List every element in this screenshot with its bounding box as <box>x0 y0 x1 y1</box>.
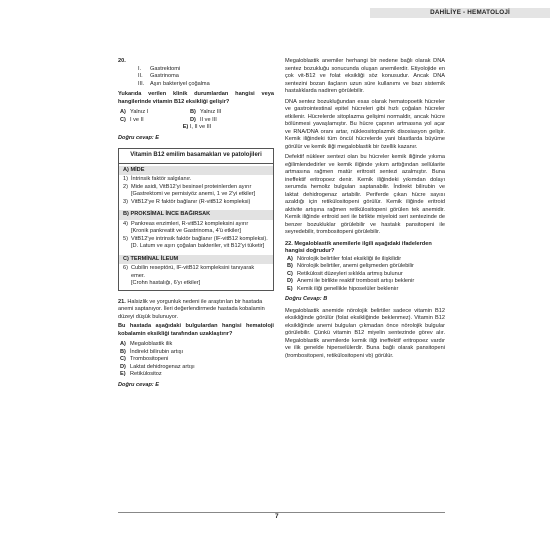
question-stem: Megaloblastik anemilerle ilgili aşağıdaki ifadelerden hangisi doğrudur? <box>285 240 432 254</box>
option-e[interactable]: E) Retikülositoz <box>120 371 162 377</box>
question-number: 21. <box>118 298 126 305</box>
option-d[interactable]: D) Laktat dehidrogenaz artışı <box>120 363 195 370</box>
box-item: 2) Mide asidi, VitB12'yi besinsel proteinlerden ayırır <box>123 183 252 190</box>
question-intro: Halsizlik ve yorgunluk nedeni ile araştırılan bir hastada anemi saptanıyor. İleri değerlendirmede hastada kobalamin düzeyi düşük bulunuyor. <box>118 298 265 320</box>
answer-options <box>120 109 274 132</box>
box-item: 1) İntrinsik faktör salgılanır. <box>123 176 192 182</box>
roman-list <box>138 66 274 89</box>
option-a[interactable]: A) Nörolojik belirtiler folat eksikliği ile ilişkilidir <box>287 255 402 262</box>
option-a[interactable]: A) Yalnız I <box>120 109 149 115</box>
correct-answer: Doğru Cevap: B <box>285 296 328 302</box>
correct-answer: Doğru cevap: E <box>118 381 160 388</box>
option-b[interactable]: B) İndirekt bilirubin artışı <box>120 348 184 355</box>
left-column <box>118 58 274 389</box>
option-d[interactable]: D) II ve III <box>190 116 217 123</box>
header-band <box>370 8 550 18</box>
option-c[interactable]: C) Trombositopeni <box>120 356 169 362</box>
option-c[interactable]: C) I ve II <box>120 116 144 123</box>
info-box <box>118 148 274 291</box>
paragraph: DNA sentez bozukluğundan esas olarak hematopoetik hücreler ve gastrointestinal epitel hücreleri gibi hızlı çoğalan hücreler etkilenir. Hücrelerde sitoplazma gelişimi normaldir, ancak hücre bölünmesi yavaşlamıştır. Bu hücre çapının artmasına yol açar ve RNA/DNA oranı artar, nükleositoplazmik disosiasyon gelişir. Kemik iliğindeki tüm öncül hücrelerde yani blastlarda büyüme görülür ve kemik iliği megaloblastik bir özellik kazanır. <box>285 98 445 150</box>
paragraph: Defektif nükleer sentezi olan bu hücreler kemik iliğinde yıkıma eğilimlendedirler ve kemik iliğinde yıkım arttığından sellülarite artmasına rağmen matür eritrosit sentezi azalmıştır. Buna ineffektif eritropoez denir. Kemik iliğindeki yıkımdan dolayı serumda hemoliz bulguları saptanabilir. İndirekt bilirubin ve laktat dehidrogenaz artabilir. Periferde çıkan hücre sayısı azaldığı için retikülositopeni görülür. Kemik iliğinde eritroid aktivite artışına rağmen retikülositopeni görülen tek anemidir. Kemik iliğinde eritroid seri ile birlikte miyeloid seri sentezinde de benzer bozukluklar görülebilir ve hastalık pansitopeni ile seyredebilir, trombositopeni görülebilir. <box>285 154 445 235</box>
answer-options <box>120 341 274 379</box>
box-item: 6) Cubilin reseptörü, IF-vitB12 kompleksini tanıyarak emer. <box>123 265 255 279</box>
question-number: 20. <box>118 58 126 64</box>
roman-item: II. Gastrinoma <box>138 73 179 79</box>
box-item: [Crohn hastalığı, 6'yı etkiler] <box>131 280 201 286</box>
paragraph: Megaloblastik anemide nörolojik belirtiler sadece vitamin B12 eksikliğinde görülür (folat eksikliğinde beklenmez). Vitamin B12 eksikliğinde anemi bulguları çıkmadan önce nörolojik bulgular görülebilir. Çünkü vitamin B12 miyelin sentezinde görev alır. Megaloblastik anemilerde kemik iliği ineffektif eritropoez vardır ve ilik genelde hiperselülerdir. Buna bağlı olarak pansitopeni (trombositopeni, retikülositopeni vb) görülür. <box>285 307 445 359</box>
box-section-heading: C) TERMİNAL İLEUM <box>119 255 273 265</box>
box-item: [Kronik pankreatit ve Gastrinoma, 4'ü etkiler] <box>131 228 241 234</box>
paragraph: Megaloblastik anemiler herhangi bir nedene bağlı olarak DNA sentez bozukluğu sonucunda oluşan anemilerdir. Etiyolojide en çok vit-B12 ve folat eksikliği söz konusudur. Ancak DNA sentezini bozan ilaçların uzun süre kullanımı ve bazı sistemik hastalıklarda nadiren görülebilir. <box>285 58 445 94</box>
box-item: 5) VitB12'ye intrinsik faktör bağlanır (IF-vitB12 kompleksi). <box>123 235 268 242</box>
question-number: 22. <box>285 240 293 247</box>
option-d[interactable]: D) Anemi ile birlikte reaktif trombosit artışı beklenir <box>287 278 415 284</box>
page-number: 7 <box>275 513 279 520</box>
option-b[interactable]: B) Nörolojik belirtiler, anemi gelişmeden görülebilir <box>287 263 414 269</box>
box-item: 4) Pankreas enzimleri, R-vitB12 kompleksini ayırır <box>123 220 249 227</box>
answer-options <box>287 256 445 294</box>
box-section-heading: A) MİDE <box>119 166 273 176</box>
question-stem: Yukarıda verilen klinik durumlardan hangisi veya hangilerinde vitamin B12 eksikliği gelişir? <box>118 91 274 105</box>
option-e[interactable]: E) Kemik iliği genellikle hiposelüler bekleniır <box>287 285 399 292</box>
option-e[interactable]: E) I, II ve III <box>182 124 212 130</box>
option-b[interactable]: B) Yalnız III <box>190 109 222 115</box>
option-c[interactable]: C) Retikülosit düzeyleri sıklıkla artmış bulunur <box>287 270 403 277</box>
roman-item: I. Gastrektomi <box>138 65 181 72</box>
correct-answer: Doğru cevap: E <box>118 134 160 141</box>
question-stem: Bu hastada aşağıdaki bulgulardan hangisi hematoloji kobalamin eksikliği tarafından uzaklaştırır? <box>118 323 274 337</box>
option-a[interactable]: A) Megaloblastik ilik <box>120 341 173 347</box>
header-title: DAHİLİYE - HEMATOLOJİ <box>430 9 510 16</box>
box-item: [D. Latum ve aşırı çoğalan bakteriler, vit B12'yi tüketir] <box>131 243 265 249</box>
box-section-heading: B) PROKSİMAL İNCE BAĞIRSAK <box>119 210 273 220</box>
right-column <box>285 58 445 363</box>
box-item: [Gastrektomi ve pernisiyöz anemi, 1 ve 2'yi etkiler] <box>131 191 256 197</box>
box-item: 3) VitB12'ye R faktör bağlanır (R-vitB12 kompleksi) <box>123 198 251 205</box>
footer-rule <box>118 512 445 513</box>
roman-item: III. Aşırı bakteriyel çoğalma <box>138 80 210 87</box>
box-title: Vitamin B12 emilim basamakları ve patolojileri <box>119 149 273 164</box>
